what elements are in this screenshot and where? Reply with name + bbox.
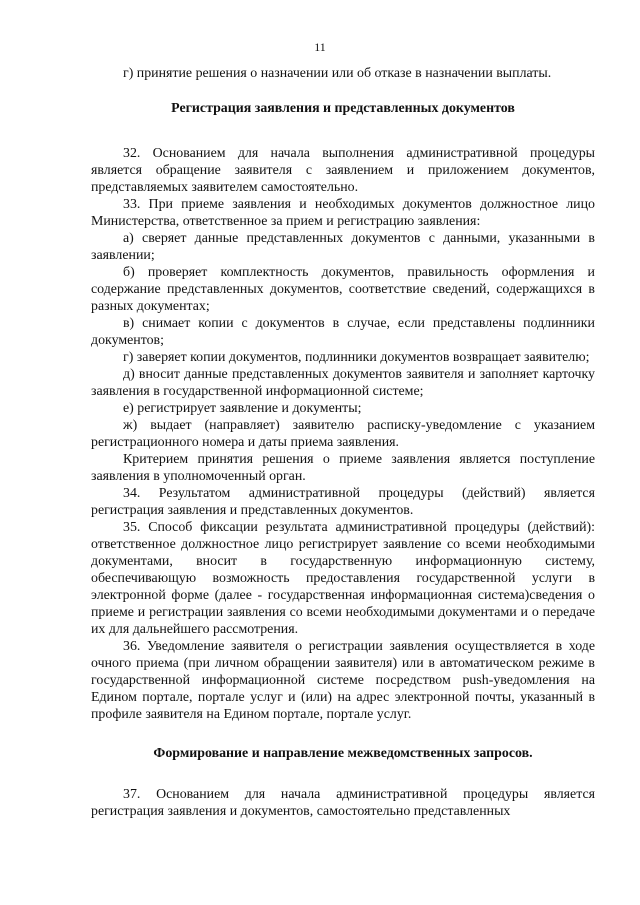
section-heading-registration: Регистрация заявления и представленных документов	[171, 101, 515, 116]
paragraph-32: 32. Основанием для начала выполнения административной процедуры является обращение заявителя с заявлением и приложением документов, представляемых заявителем самостоятельно.	[91, 146, 595, 195]
paragraph-33-e: е) регистрирует заявление и документы;	[123, 401, 362, 416]
opening-line: г) принятие решения о назначении или об отказе в назначении выплаты.	[123, 66, 552, 81]
document-body	[91, 65, 595, 820]
section-heading-requests: Формирование и направление межведомственных запросов.	[153, 746, 533, 761]
paragraph-33-b: б) проверяет комплектность документов, правильность оформления и содержание представленных документов, соответствие сведений, содержащихся в разных документах;	[91, 265, 595, 314]
paragraph-33-d: д) вносит данные представленных документов заявителя и заполняет карточку заявления в государственной информационной системе;	[91, 367, 595, 399]
paragraph-34: 34. Результатом административной процедуры (действий) является регистрация заявления и представленных документов.	[91, 486, 595, 518]
paragraph-33-v: в) снимает копии с документов в случае, если представлены подлинники документов;	[91, 316, 595, 348]
page-number: 11	[314, 40, 326, 54]
paragraph-36: 36. Уведомление заявителя о регистрации заявления осуществляется в ходе очного приема (при личном обращении заявителя) или в автоматическом режиме в государственной информационной системе посредством push-уведомления на Едином портале, портале услуг и (или) на адрес электронной почты, указанный в профиле заявителя на Едином портале, портале услуг.	[91, 639, 595, 722]
paragraph-criterion: Критерием принятия решения о приеме заявления является поступление заявления в уполномоченный орган.	[91, 452, 595, 484]
paragraph-35: 35. Способ фиксации результата административной процедуры (действий): ответственное должностное лицо регистрирует заявление со всеми необходимыми документами, вносит в государственную информационную систему, обеспечивающую возможность предоставления государственной услуги в электронной форме (далее - государственная информационная система)сведения о приеме и регистрации заявления со всеми необходимыми документами и о передаче их для дальнейшего рассмотрения.	[91, 520, 595, 637]
paragraph-37: 37. Основанием для начала административной процедуры является регистрация заявления и документов, самостоятельно представленных	[91, 787, 595, 819]
paragraph-33-a: а) сверяет данные представленных документов с данными, указанными в заявлении;	[91, 231, 595, 263]
paragraph-33-zh: ж) выдает (направляет) заявителю расписку-уведомление с указанием регистрационного номера и даты приема заявления.	[91, 418, 595, 450]
paragraph-33: 33. При приеме заявления и необходимых документов должностное лицо Министерства, ответственное за прием и регистрацию заявления:	[91, 197, 595, 229]
paragraph-33-g: г) заверяет копии документов, подлинники документов возвращает заявителю;	[123, 350, 590, 365]
